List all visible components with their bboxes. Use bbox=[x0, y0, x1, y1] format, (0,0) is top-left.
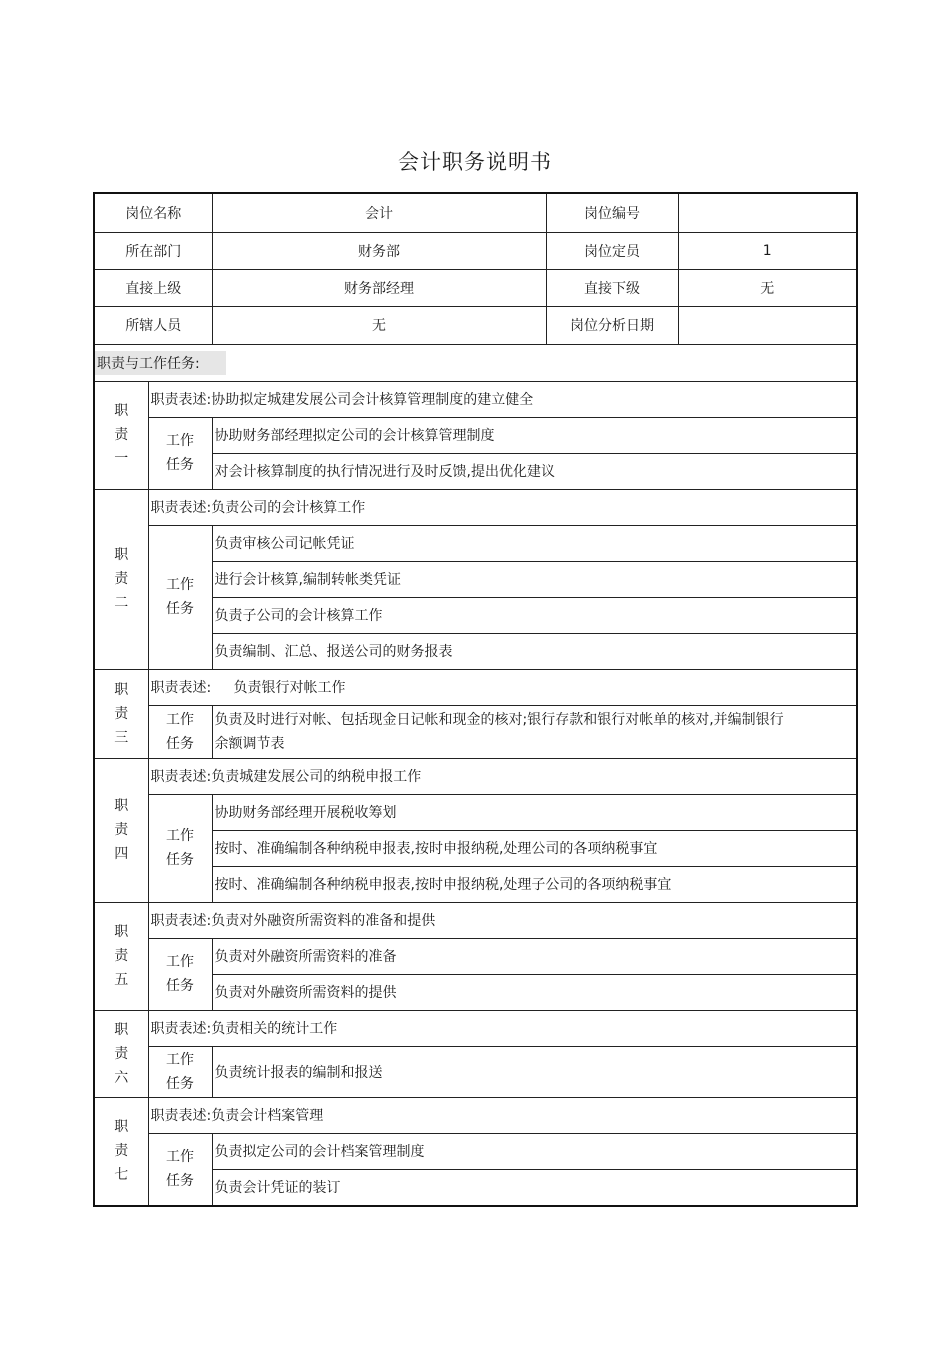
duty-description: 职责表述:负责相关的统计工作 bbox=[148, 1010, 857, 1046]
task-label: 工作 任务 bbox=[148, 1133, 212, 1206]
duty-desc-row bbox=[94, 902, 857, 938]
task-label: 工作 任务 bbox=[148, 1046, 212, 1097]
section-heading-row bbox=[94, 344, 857, 381]
info-label: 岗位名称 bbox=[94, 193, 212, 232]
task-row bbox=[94, 705, 857, 758]
task-label: 工作 任务 bbox=[148, 705, 212, 758]
info-value bbox=[678, 193, 857, 232]
info-value: 财务部经理 bbox=[212, 269, 546, 306]
task-item: 负责会计凭证的装订 bbox=[212, 1169, 857, 1206]
duty-desc-row bbox=[94, 489, 857, 525]
duty-description: 职责表述: 负责银行对帐工作 bbox=[148, 669, 857, 705]
duty-description: 职责表述:负责会计档案管理 bbox=[148, 1097, 857, 1133]
duty-label: 职 责 二 bbox=[94, 489, 148, 669]
task-item: 按时、准确编制各种纳税申报表,按时申报纳税,处理子公司的各项纳税事宜 bbox=[212, 866, 857, 902]
info-value: 财务部 bbox=[212, 232, 546, 269]
duty-label: 职 责 四 bbox=[94, 758, 148, 902]
duty-label: 职 责 六 bbox=[94, 1010, 148, 1097]
task-row bbox=[94, 525, 857, 561]
info-value: 1 bbox=[678, 232, 857, 269]
duty-description: 职责表述:负责对外融资所需资料的准备和提供 bbox=[148, 902, 857, 938]
task-label: 工作 任务 bbox=[148, 525, 212, 669]
duty-desc-row bbox=[94, 1010, 857, 1046]
job-description-table bbox=[93, 192, 858, 1207]
task-item: 负责子公司的会计核算工作 bbox=[212, 597, 857, 633]
task-row bbox=[94, 794, 857, 830]
info-label: 所在部门 bbox=[94, 232, 212, 269]
task-row bbox=[94, 1046, 857, 1097]
info-value: 无 bbox=[678, 269, 857, 306]
info-row bbox=[94, 306, 857, 344]
info-value: 会计 bbox=[212, 193, 546, 232]
duty-description: 职责表述:负责城建发展公司的纳税申报工作 bbox=[148, 758, 857, 794]
task-label: 工作 任务 bbox=[148, 417, 212, 489]
duty-description: 职责表述:负责公司的会计核算工作 bbox=[148, 489, 857, 525]
task-item: 协助财务部经理拟定公司的会计核算管理制度 bbox=[212, 417, 857, 453]
task-item: 协助财务部经理开展税收筹划 bbox=[212, 794, 857, 830]
task-row bbox=[94, 938, 857, 974]
info-label: 直接下级 bbox=[546, 269, 678, 306]
document-title: 会计职务说明书 bbox=[398, 150, 552, 174]
info-row bbox=[94, 269, 857, 306]
duty-desc-row bbox=[94, 669, 857, 705]
duty-label: 职 责 三 bbox=[94, 669, 148, 758]
task-item: 按时、准确编制各种纳税申报表,按时申报纳税,处理公司的各项纳税事宜 bbox=[212, 830, 857, 866]
task-row bbox=[94, 1133, 857, 1169]
task-item: 负责对外融资所需资料的准备 bbox=[212, 938, 857, 974]
info-label: 岗位分析日期 bbox=[546, 306, 678, 344]
task-label: 工作 任务 bbox=[148, 938, 212, 1010]
info-row bbox=[94, 232, 857, 269]
duty-desc-row bbox=[94, 381, 857, 417]
task-item: 负责统计报表的编制和报送 bbox=[212, 1046, 857, 1097]
duty-desc-row bbox=[94, 758, 857, 794]
section-heading: 职责与工作任务: bbox=[95, 351, 226, 375]
info-label: 直接上级 bbox=[94, 269, 212, 306]
task-item: 负责审核公司记帐凭证 bbox=[212, 525, 857, 561]
task-item: 负责拟定公司的会计档案管理制度 bbox=[212, 1133, 857, 1169]
info-label: 所辖人员 bbox=[94, 306, 212, 344]
task-row bbox=[94, 417, 857, 453]
task-item: 负责及时进行对帐、包括现金日记帐和现金的核对;银行存款和银行对帐单的核对,并编制银行余额调节表 bbox=[212, 705, 857, 758]
task-item: 进行会计核算,编制转帐类凭证 bbox=[212, 561, 857, 597]
duty-label: 职 责 七 bbox=[94, 1097, 148, 1206]
duty-label: 职 责 一 bbox=[94, 381, 148, 489]
info-row bbox=[94, 193, 857, 232]
task-label: 工作 任务 bbox=[148, 794, 212, 902]
info-label: 岗位定员 bbox=[546, 232, 678, 269]
info-label: 岗位编号 bbox=[546, 193, 678, 232]
duty-label: 职 责 五 bbox=[94, 902, 148, 1010]
info-value bbox=[678, 306, 857, 344]
task-item: 负责编制、汇总、报送公司的财务报表 bbox=[212, 633, 857, 669]
task-item: 对会计核算制度的执行情况进行及时反馈,提出优化建议 bbox=[212, 453, 857, 489]
info-value: 无 bbox=[212, 306, 546, 344]
duty-description: 职责表述:协助拟定城建发展公司会计核算管理制度的建立健全 bbox=[148, 381, 857, 417]
duty-desc-row bbox=[94, 1097, 857, 1133]
task-item: 负责对外融资所需资料的提供 bbox=[212, 974, 857, 1010]
